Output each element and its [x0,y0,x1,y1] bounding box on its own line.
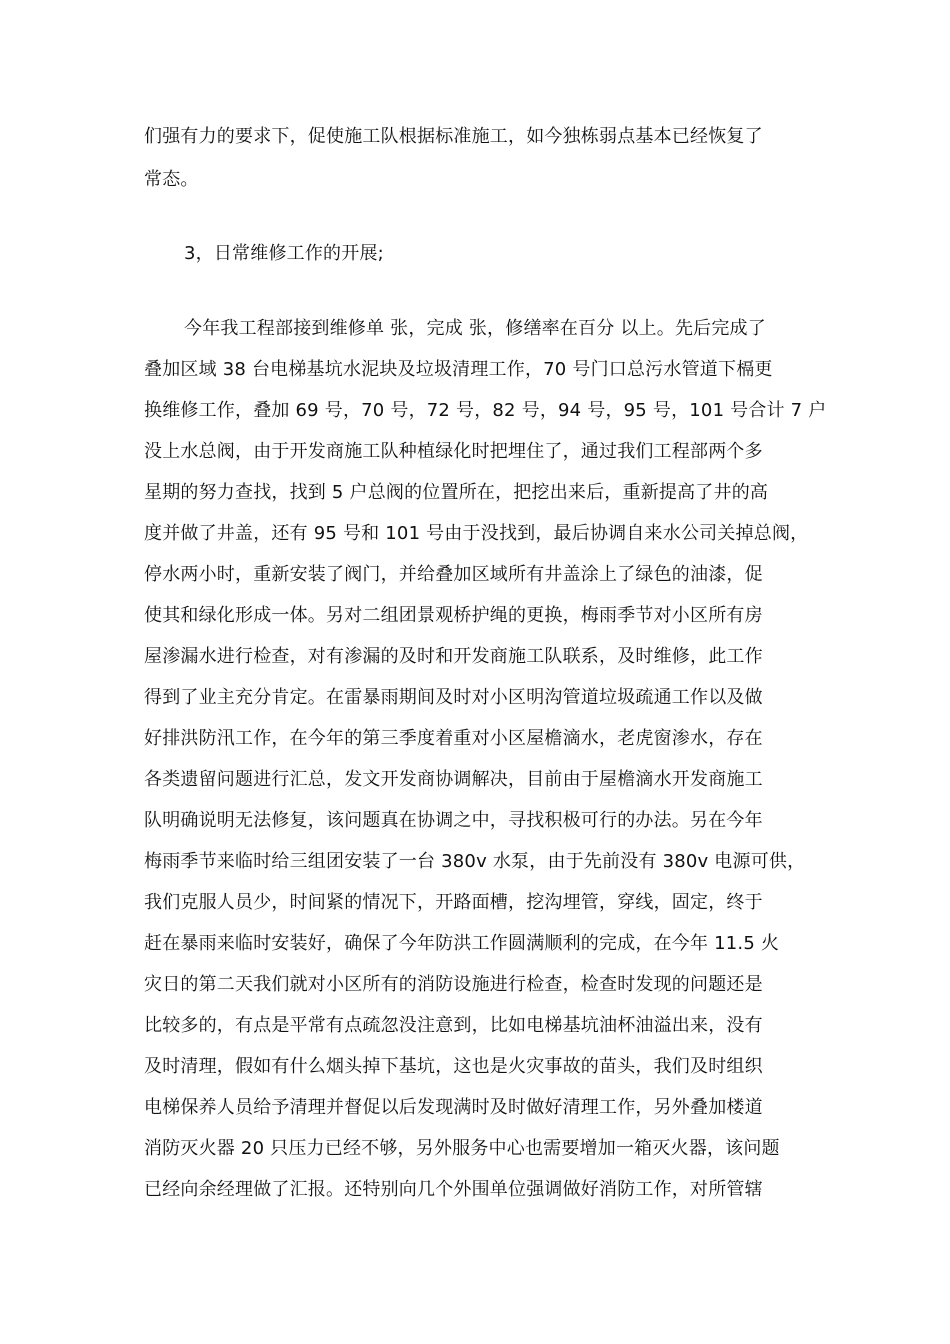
text-line-9: 度并做了井盖，还有 95 号和 101 号由于没找到，最后协调自来水公司关掉总阀， [144,523,809,544]
text-line-23: 电梯保养人员给予清理并督促以后发现满时及时做好清理工作，另外叠加楼道 [144,1097,763,1118]
text-line-22: 及时清理，假如有什么烟头掉下基坑，这也是火灾事故的苗头，我们及时组织 [144,1056,763,1077]
text-line-6: 换维修工作，叠加 69 号，70 号，72 号，82 号，94 号，95 号，101 号合计 7 户 [144,400,827,421]
text-line-11: 使其和绿化形成一体。另对二组团景观桥护绳的更换，梅雨季节对小区所有房 [144,605,763,626]
text-line-25: 已经向余经理做了汇报。还特别向几个外围单位强调做好消防工作，对所管辖 [144,1179,763,1200]
text-line-24: 消防灭火器 20 只压力已经不够，另外服务中心也需要增加一箱灭火器，该问题 [144,1138,780,1159]
text-line-8: 星期的努力查找，找到 5 户总阀的位置所在，把挖出来后，重新提高了井的高 [144,482,769,503]
text-line-21: 比较多的，有点是平常有点疏忽没注意到，比如电梯基坑油杯油溢出来，没有 [144,1015,763,1036]
text-line-18: 我们克服人员少，时间紧的情况下，开路面槽，挖沟埋管，穿线，固定，终于 [144,892,763,913]
section-heading: 3，日常维修工作的开展; [184,243,384,264]
text-line-20: 灾日的第二天我们就对小区所有的消防设施进行检查，检查时发现的问题还是 [144,974,763,995]
text-line-17: 梅雨季节来临时给三组团安装了一台 380v 水泵，由于先前没有 380v 电源可供， [144,851,806,872]
text-line-7: 没上水总阀，由于开发商施工队种植绿化时把埋住了，通过我们工程部两个多 [144,441,763,462]
text-line-5: 叠加区域 38 台电梯基坑水泥块及垃圾清理工作，70 号门口总污水管道下槅更 [144,359,773,380]
text-line-12: 屋渗漏水进行检查，对有渗漏的及时和开发商施工队联系，及时维修，此工作 [144,646,763,667]
text-line-4: 今年我工程部接到维修单 张，完成 张，修缮率在百分 以上。先后完成了 [184,318,766,339]
text-line-16: 队明确说明无法修复，该问题真在协调之中，寻找积极可行的办法。另在今年 [144,810,763,831]
text-line-19: 赶在暴雨来临时安装好，确保了今年防洪工作圆满顺利的完成，在今年 11.5 火 [144,933,780,954]
text-line-10: 停水两小时，重新安装了阀门，并给叠加区域所有井盖涂上了绿色的油漆，促 [144,564,763,585]
text-line-15: 各类遗留问题进行汇总，发文开发商协调解决，目前由于屋檐滴水开发商施工 [144,769,763,790]
text-line-2: 常态。 [144,169,199,190]
text-line-1: 们强有力的要求下，促使施工队根据标准施工，如今独栋弱点基本已经恢复了 [144,126,763,147]
text-line-13: 得到了业主充分肯定。在雷暴雨期间及时对小区明沟管道垃圾疏通工作以及做 [144,687,763,708]
text-line-14: 好排洪防汛工作，在今年的第三季度着重对小区屋檐滴水，老虎窗渗水，存在 [144,728,763,749]
